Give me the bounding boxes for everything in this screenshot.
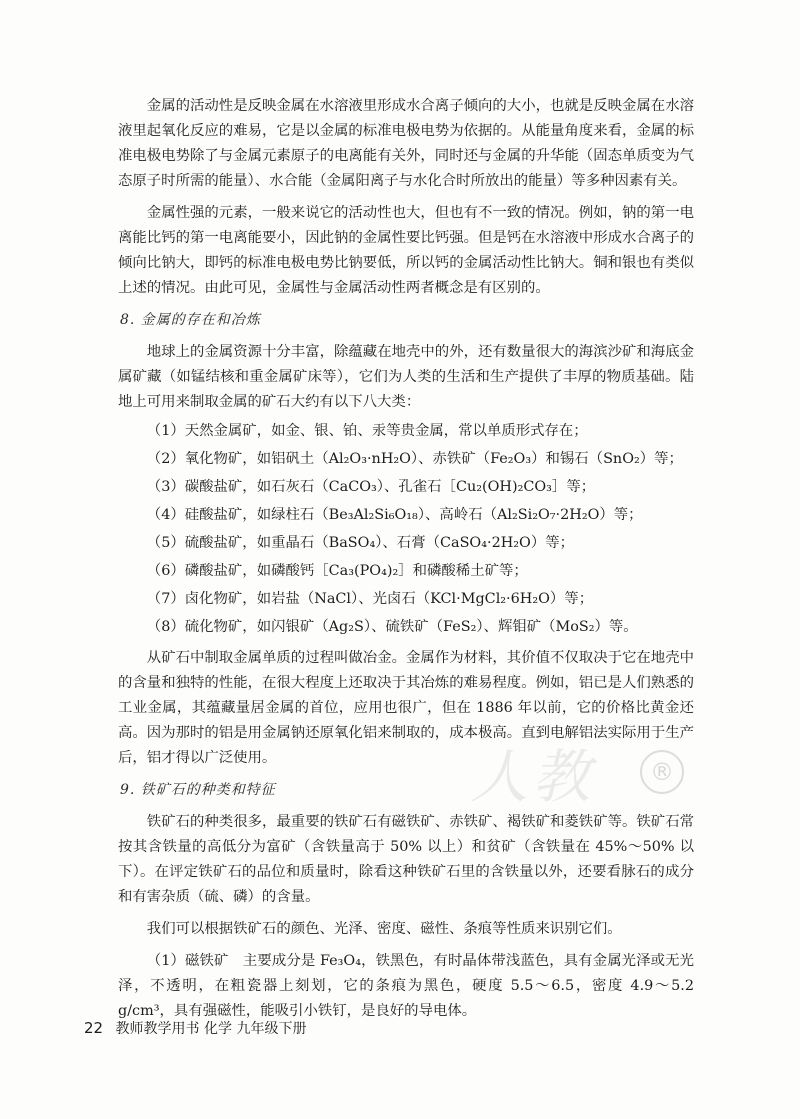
list-item: （5）硫酸盐矿，如重晶石（BaSO₄）、石膏（CaSO₄·2H₂O）等；	[146, 535, 575, 551]
page-number: 22	[84, 1019, 104, 1037]
paragraph-metallicity: 金属性强的元素，一般来说它的活动性也大，但也有不一致的情况。例如，钠的第一电离能比钙的第一电离能要小，因此钠的金属性要比钙强。但是钙在水溶液中形成水合离子的倾向比钠大，即钙的标准电极电势比钠要低，所以钙的金属活动性比钠大。铜和银也有类似上述的情况。由此可见，金属性与金属活动性两者概念是有区别的。	[118, 205, 694, 296]
ore-list	[118, 419, 694, 639]
list-item: （6）磷酸盐矿，如磷酸钙［Ca₃(PO₄)₂］和磷酸稀土矿等；	[146, 563, 528, 579]
section-heading-9: 9. 铁矿石的种类和特征	[120, 782, 276, 798]
list-item: （1）天然金属矿，如金、银、铂、汞等贵金属，常以单质形式存在；	[146, 423, 588, 439]
list-item: （4）硅酸盐矿，如绿柱石（Be₃Al₂Si₆O₁₈）、高岭石（Al₂Si₂O₇·2H₂O）等；	[146, 507, 643, 523]
paragraph-magnetite: （1）磁铁矿 主要成分是 Fe₃O₄，铁黑色，有时晶体带浅蓝色，具有金属光泽或无光泽，不透明，在粗瓷器上刻划，它的条痕为黑色，硬度 5.5～6.5，密度 4.9～5.2 g/cm³，具有强磁性，能吸引小铁钉，是良好的导电体。	[118, 953, 694, 1019]
paragraph-iron-ore-types: 铁矿石的种类很多，最重要的铁矿石有磁铁矿、赤铁矿、褐铁矿和菱铁矿等。铁矿石常按其含铁量的高低分为富矿（含铁量高于 50% 以上）和贫矿（含铁量在 45%～50% 以下）。在评定铁矿石的品位和质量时，除看这种铁矿石里的含铁量以外，还要看脉石的成分和有害杂质（硫、磷）的含量。	[118, 814, 694, 905]
paragraph-activity: 金属的活动性是反映金属在水溶液里形成水合离子倾向的大小，也就是反映金属在水溶液里起氧化反应的难易，它是以金属的标准电极电势为依据的。从能量角度来看，金属的标准电极电势除了与金属元素原子的电离能有关外，同时还与金属的升华能（固态单质变为气态原子时所需的能量）、水合能（金属阳离子与水化合时所放出的能量）等多种因素有关。	[118, 98, 694, 189]
registered-mark-icon: ®	[640, 750, 684, 794]
page-footer	[84, 1018, 306, 1038]
paragraph-identify: 我们可以根据铁矿石的颜色、光泽、密度、磁性、条痕等性质来识别它们。	[146, 921, 622, 937]
list-item: （3）碳酸盐矿，如石灰石（CaCO₃）、孔雀石［Cu₂(OH)₂CO₃］等；	[146, 479, 596, 495]
list-item: （7）卤化物矿，如岩盐（NaCl）、光卤石（KCl·MgCl₂·6H₂O）等；	[146, 591, 594, 607]
section-heading-8: 8. 金属的存在和冶炼	[120, 312, 261, 328]
book-title: 教师教学用书 化学 九年级下册	[115, 1021, 307, 1037]
watermark-logo: 人教	[470, 743, 595, 811]
list-item: （2）氧化物矿，如铝矾土（Al₂O₃·nH₂O）、赤铁矿（Fe₂O₃）和锡石（SnO₂）等；	[146, 451, 683, 467]
list-item: （8）硫化物矿，如闪银矿（Ag₂S）、硫铁矿（FeS₂）、辉钼矿（MoS₂）等。	[146, 619, 638, 635]
paragraph-metal-resources: 地球上的金属资源十分丰富，除蕴藏在地壳中的外，还有数量很大的海滨沙矿和海底金属矿藏（如锰结核和重金属矿床等），它们为人类的生活和生产提供了丰厚的物质基础。陆地上可用来制取金属的矿石大约有以下八大类：	[118, 344, 694, 410]
paragraph-smelting: 从矿石中制取金属单质的过程叫做冶金。金属作为材料，其价值不仅取决于它在地壳中的含量和独特的性能，在很大程度上还取决于其冶炼的难易程度。例如，铝已是人们熟悉的工业金属，其蕴藏量居金属的首位，应用也很广，但在 1886 年以前，它的价格比黄金还高。因为那时的铝是用金属钠还原氧化铝来制取的，成本极高。直到电解铝法实际用于生产后，铝才得以广泛使用。	[118, 650, 694, 766]
page-body	[118, 94, 694, 1031]
